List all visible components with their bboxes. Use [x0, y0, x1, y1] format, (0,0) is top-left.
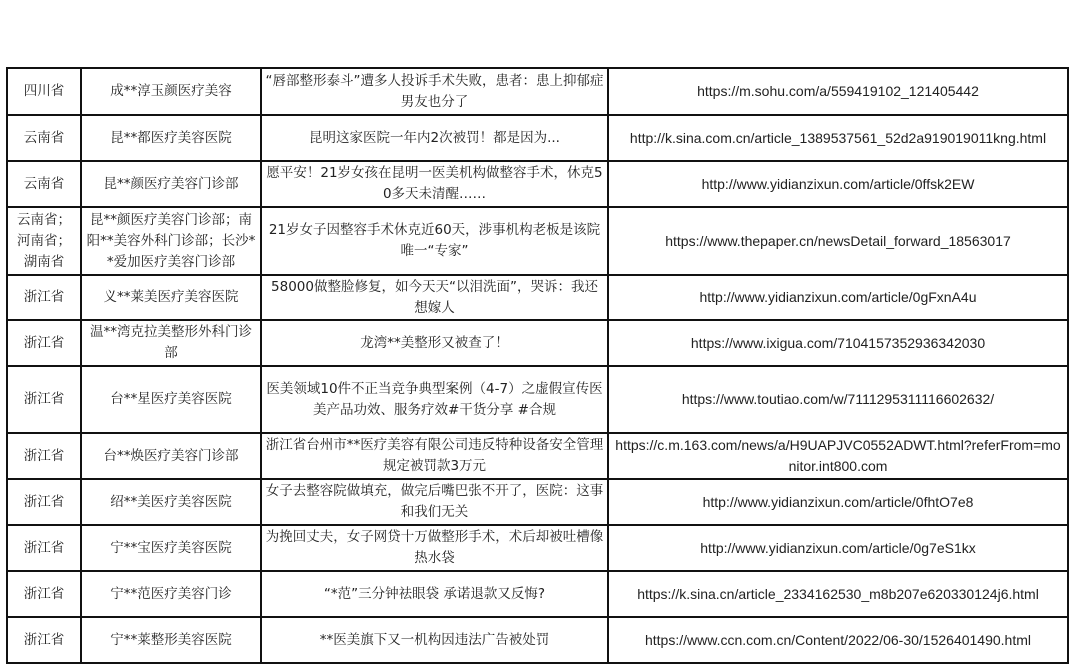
article-title-cell: 21岁女子因整容手术休克近60天，涉事机构老板是该院唯一“专家” [261, 207, 608, 275]
source-url-cell: http://k.sina.com.cn/article_1389537561_52d2a919019011kng.html [608, 115, 1068, 161]
province-cell: 浙江省 [7, 617, 81, 663]
article-title-cell: 为挽回丈夫，女子网贷十万做整形手术，术后却被吐槽像热水袋 [261, 525, 608, 571]
institution-cell: 温**湾克拉美整形外科门诊部 [81, 320, 261, 366]
province-cell: 云南省 [7, 115, 81, 161]
article-title-cell: 58000做整脸修复，如今天天“以泪洗面”，哭诉：我还想嫁人 [261, 275, 608, 320]
source-url-cell: https://www.ixigua.com/7104157352936342030 [608, 320, 1068, 366]
article-title-cell: 愿平安！21岁女孩在昆明一医美机构做整容手术，休克50多天未清醒…… [261, 161, 608, 207]
source-url-cell: https://k.sina.cn/article_2334162530_m8b207e620330124j6.html [608, 571, 1068, 617]
province-cell: 云南省 [7, 161, 81, 207]
table-row [7, 525, 1068, 571]
source-url-cell: http://www.yidianzixun.com/article/0gFxnA4u [608, 275, 1068, 320]
institution-cell: 宁**莱整形美容医院 [81, 617, 261, 663]
source-url-cell: http://www.yidianzixun.com/article/0g7eS1kx [608, 525, 1068, 571]
institution-cell: 台**焕医疗美容门诊部 [81, 433, 261, 479]
table-row [7, 320, 1068, 366]
table-row [7, 433, 1068, 479]
institution-cell: 台**星医疗美容医院 [81, 366, 261, 433]
institution-cell: 宁**范医疗美容门诊 [81, 571, 261, 617]
source-url-cell: https://m.sohu.com/a/559419102_121405442 [608, 68, 1068, 115]
table-row [7, 617, 1068, 663]
article-title-cell: **医美旗下又一机构因违法广告被处罚 [261, 617, 608, 663]
province-cell: 浙江省 [7, 366, 81, 433]
table-row [7, 366, 1068, 433]
province-cell: 浙江省 [7, 571, 81, 617]
institution-cell: 义**莱美医疗美容医院 [81, 275, 261, 320]
institution-cell: 昆**都医疗美容医院 [81, 115, 261, 161]
province-cell: 浙江省 [7, 275, 81, 320]
province-cell: 四川省 [7, 68, 81, 115]
table-row [7, 207, 1068, 275]
article-title-cell: 浙江省台州市**医疗美容有限公司违反特种设备安全管理规定被罚款3万元 [261, 433, 608, 479]
article-title-cell: “*范”三分钟祛眼袋 承诺退款又反悔? [261, 571, 608, 617]
cases-table [6, 67, 1069, 664]
source-url-cell: https://www.thepaper.cn/newsDetail_forward_18563017 [608, 207, 1068, 275]
article-title-cell: 龙湾**美整形又被查了！ [261, 320, 608, 366]
article-title-cell: 女子去整容院做填充，做完后嘴巴张不开了，医院：这事和我们无关 [261, 479, 608, 525]
article-title-cell: “唇部整形泰斗”遭多人投诉手术失败，患者：患上抑郁症 男友也分了 [261, 68, 608, 115]
province-cell: 浙江省 [7, 433, 81, 479]
source-url-cell: https://www.toutiao.com/w/7111295311116602632/ [608, 366, 1068, 433]
table-row [7, 479, 1068, 525]
institution-cell: 昆**颜医疗美容门诊部；南阳**美容外科门诊部；长沙**爱加医疗美容门诊部 [81, 207, 261, 275]
source-url-cell: https://www.ccn.com.cn/Content/2022/06-30/1526401490.html [608, 617, 1068, 663]
table-row [7, 275, 1068, 320]
table-row [7, 68, 1068, 115]
article-title-cell: 医美领域10件不正当竞争典型案例（4-7）之虚假宣传医美产品功效、服务疗效#干货分享 #合规 [261, 366, 608, 433]
institution-cell: 昆**颜医疗美容门诊部 [81, 161, 261, 207]
institution-cell: 绍**美医疗美容医院 [81, 479, 261, 525]
province-cell: 浙江省 [7, 525, 81, 571]
institution-cell: 成**淳玉颜医疗美容 [81, 68, 261, 115]
institution-cell: 宁**宝医疗美容医院 [81, 525, 261, 571]
table-row [7, 161, 1068, 207]
source-url-cell: http://www.yidianzixun.com/article/0fhtO7e8 [608, 479, 1068, 525]
province-cell: 云南省；河南省；湖南省 [7, 207, 81, 275]
province-cell: 浙江省 [7, 479, 81, 525]
article-title-cell: 昆明这家医院一年内2次被罚！都是因为... [261, 115, 608, 161]
table-row [7, 571, 1068, 617]
source-url-cell: http://www.yidianzixun.com/article/0ffsk2EW [608, 161, 1068, 207]
table-row [7, 115, 1068, 161]
source-url-cell: https://c.m.163.com/news/a/H9UAPJVC0552ADWT.html?referFrom=monitor.int800.com [608, 433, 1068, 479]
province-cell: 浙江省 [7, 320, 81, 366]
